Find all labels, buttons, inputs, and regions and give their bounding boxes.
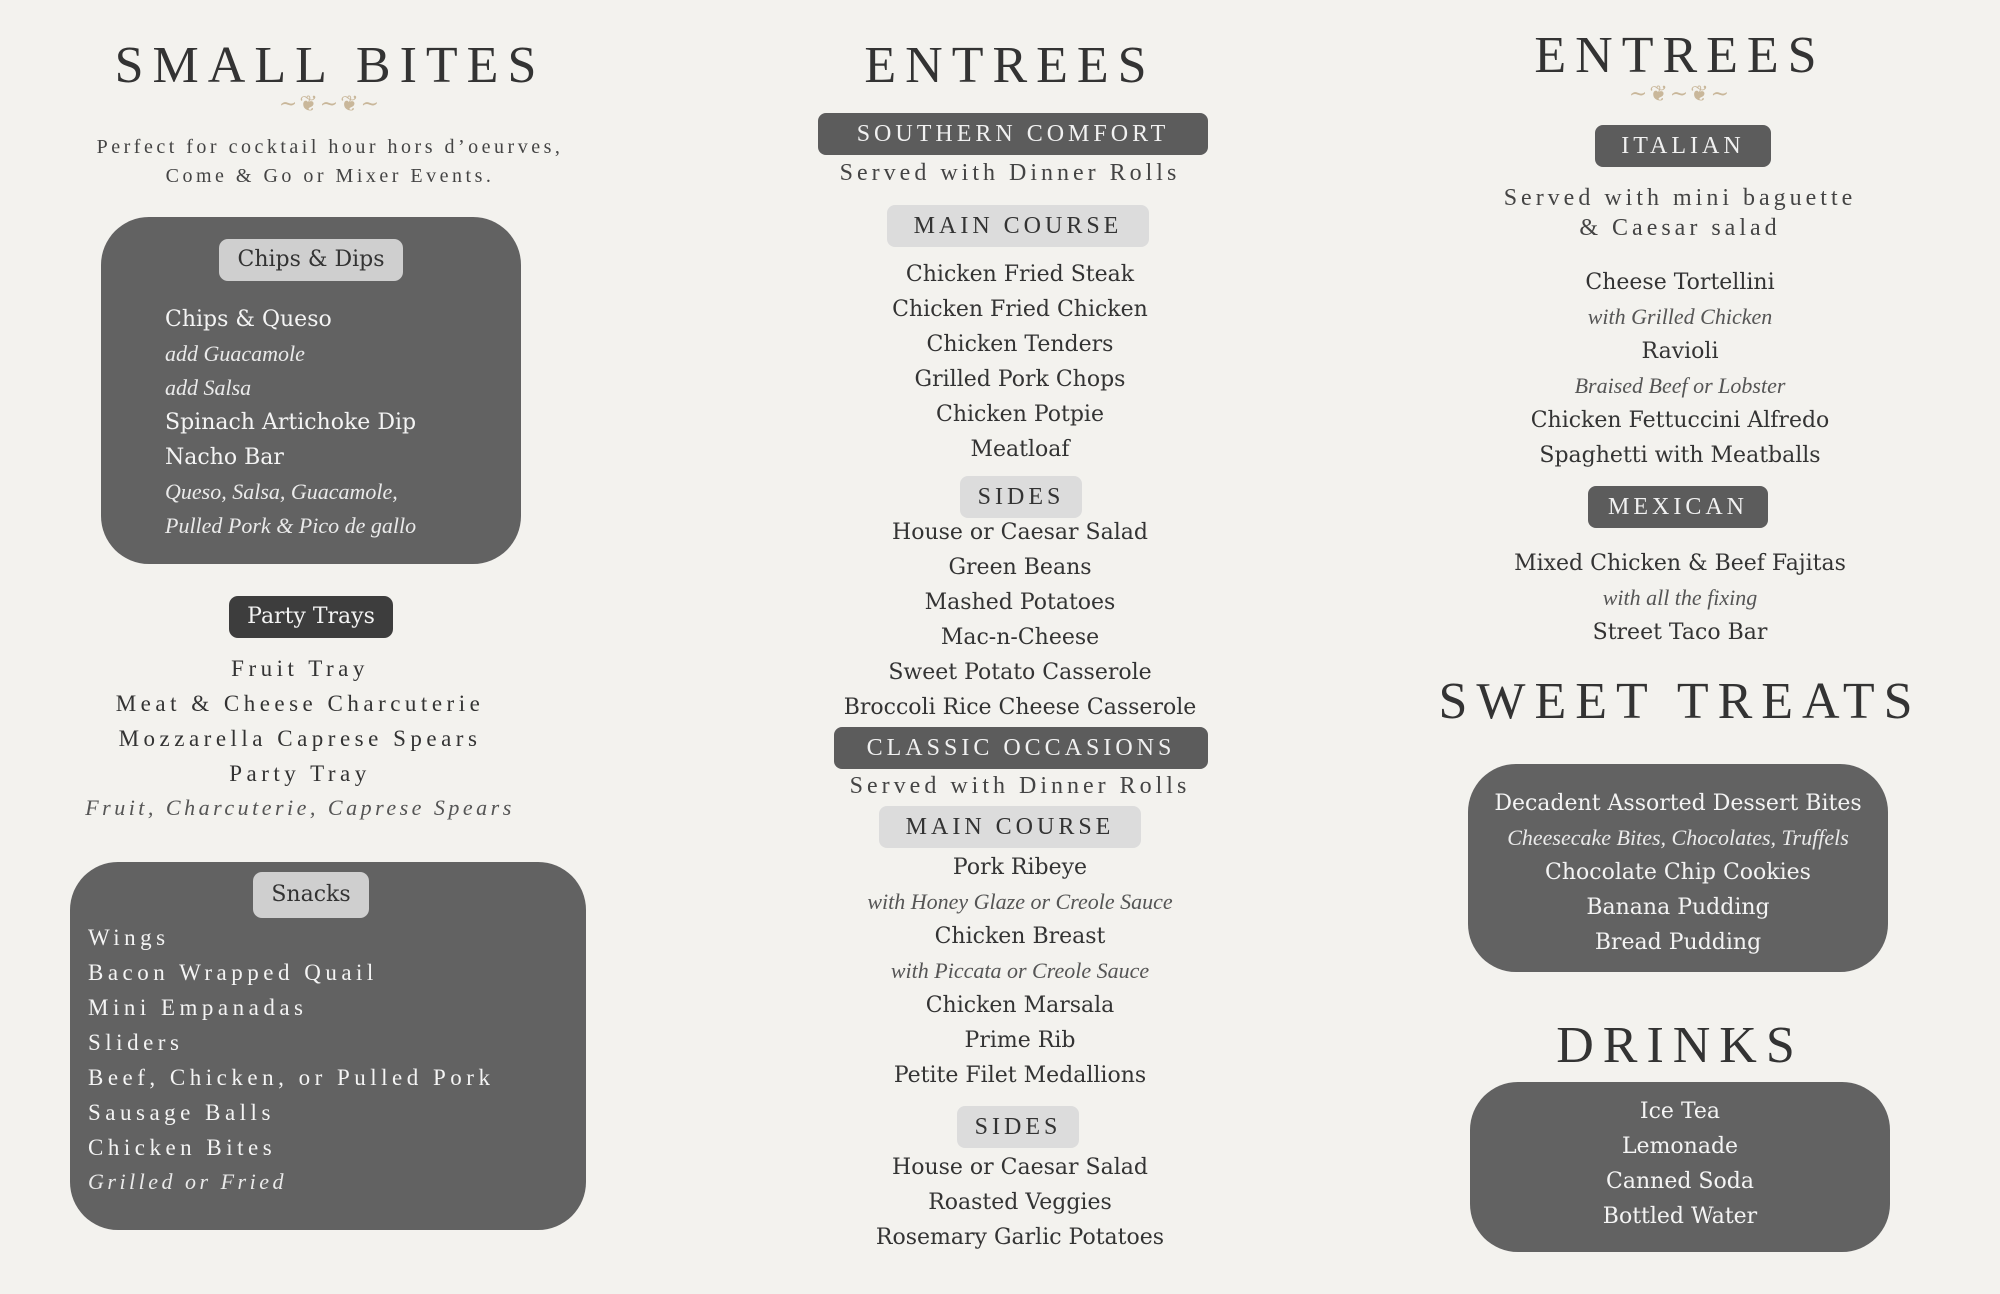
- entrees-right-title: ENTREES: [1534, 27, 1826, 84]
- menu-item: Bacon Wrapped Quail: [88, 960, 378, 985]
- menu-item: Spaghetti with Meatballs: [1539, 443, 1821, 468]
- menu-item: Canned Soda: [1606, 1169, 1754, 1194]
- menu-item: Petite Filet Medallions: [893, 1063, 1147, 1088]
- menu-item: Wings: [88, 925, 170, 950]
- classic-served: Served with Dinner Rolls: [849, 773, 1191, 799]
- menu-item-note: Fruit, Charcuterie, Caprese Spears: [85, 795, 515, 820]
- mexican-list: [1430, 546, 1930, 650]
- menu-item: Rosemary Garlic Potatoes: [875, 1225, 1165, 1250]
- menu-item: Meat & Cheese Charcuterie: [115, 691, 485, 716]
- southern-sides-label: SIDES: [960, 476, 1082, 518]
- menu-item: Lemonade: [1621, 1134, 1739, 1159]
- snacks-list: [88, 920, 494, 1199]
- flourish-ornament: ~❦~❦~: [278, 92, 382, 117]
- menu-item: Nacho Bar: [165, 445, 284, 470]
- menu-item-note: Grilled or Fried: [88, 1169, 287, 1194]
- chips-dips-box: [101, 217, 521, 564]
- menu-item: Chicken Marsala: [925, 993, 1115, 1018]
- southern-served: Served with Dinner Rolls: [839, 160, 1181, 186]
- menu-item: Mac-n-Cheese: [940, 625, 1100, 650]
- italian-list: [1430, 265, 1930, 473]
- menu-item: Chicken Tenders: [926, 332, 1114, 357]
- menu-item: Sweet Potato Casserole: [888, 660, 1152, 685]
- menu-item: Chocolate Chip Cookies: [1545, 860, 1811, 885]
- small-bites-title: SMALL BITES: [114, 37, 546, 94]
- menu-item: Ice Tea: [1639, 1099, 1721, 1124]
- menu-item: Mixed Chicken & Beef Fajitas: [1514, 551, 1846, 576]
- menu-item: Spinach Artichoke Dip: [165, 410, 417, 435]
- subtitle-line: Perfect for cocktail hour hors d’oeurves,: [96, 136, 564, 158]
- menu-item: Prime Rib: [964, 1028, 1076, 1053]
- menu-item: Banana Pudding: [1586, 895, 1770, 920]
- menu-item: Fruit Tray: [231, 656, 369, 681]
- classic-main-list: [770, 850, 1270, 1093]
- menu-item-note: with Grilled Chicken: [1587, 304, 1773, 329]
- menu-item-note: add Salsa: [165, 375, 252, 400]
- classic-main-course-label: MAIN COURSE: [879, 806, 1141, 848]
- menu-item: Bread Pudding: [1594, 930, 1762, 955]
- menu-item: Chicken Fettuccini Alfredo: [1530, 408, 1830, 433]
- snacks-label: Snacks: [253, 872, 369, 918]
- party-trays-list: [20, 651, 580, 825]
- menu-item: House or Caesar Salad: [892, 1155, 1148, 1180]
- menu-item: Beef, Chicken, or Pulled Pork: [88, 1065, 495, 1090]
- sweet-treats-title: SWEET TREATS: [1438, 673, 1922, 730]
- menu-item: Mashed Potatoes: [924, 590, 1116, 615]
- menu-item: Chicken Fried Steak: [905, 262, 1135, 287]
- snacks-box: [70, 862, 586, 1230]
- menu-item-note: Pulled Pork & Pico de gallo: [165, 513, 417, 538]
- menu-item: Chicken Potpie: [935, 402, 1104, 427]
- drinks-box: [1470, 1082, 1890, 1252]
- small-bites-subtitle: [40, 133, 620, 191]
- party-trays-label: Party Trays: [229, 596, 393, 638]
- southern-comfort-label: SOUTHERN COMFORT: [818, 113, 1208, 155]
- menu-item: Chips & Queso: [165, 307, 332, 332]
- menu-item: Green Beans: [948, 555, 1092, 580]
- menu-item: Chicken Bites: [88, 1135, 277, 1160]
- chips-dips-label: Chips & Dips: [219, 239, 403, 281]
- menu-item: Cheese Tortellini: [1585, 270, 1775, 295]
- southern-main-course-label: MAIN COURSE: [887, 205, 1149, 247]
- served-line: & Caesar salad: [1579, 215, 1781, 241]
- menu-item: Pork Ribeye: [952, 855, 1088, 880]
- menu-item-note: with Honey Glaze or Creole Sauce: [867, 889, 1173, 914]
- classic-occasions-label: CLASSIC OCCASIONS: [834, 727, 1208, 769]
- menu-item: Mini Empanadas: [88, 995, 308, 1020]
- menu-item: Roasted Veggies: [928, 1190, 1112, 1215]
- menu-item-note: with all the fixing: [1602, 585, 1758, 610]
- menu-item-note: Queso, Salsa, Guacamole,: [165, 479, 398, 504]
- classic-sides-label: SIDES: [957, 1106, 1079, 1148]
- menu-item: Mozzarella Caprese Spears: [118, 726, 482, 751]
- flourish-ornament: ~❦~❦~: [1628, 82, 1732, 107]
- menu-item: Street Taco Bar: [1592, 620, 1768, 645]
- sweet-treats-box: [1468, 764, 1888, 972]
- menu-item: Grilled Pork Chops: [914, 367, 1126, 392]
- mexican-label: MEXICAN: [1588, 486, 1768, 528]
- menu-item: Broccoli Rice Cheese Casserole: [843, 695, 1197, 720]
- menu-item-note: Cheesecake Bites, Chocolates, Truffels: [1507, 825, 1849, 850]
- menu-item: Ravioli: [1641, 339, 1719, 364]
- menu-item-note: Braised Beef or Lobster: [1574, 373, 1786, 398]
- menu-item: House or Caesar Salad: [892, 520, 1148, 545]
- southern-main-list: [770, 257, 1270, 467]
- italian-served: [1430, 183, 1930, 243]
- menu-item: Meatloaf: [970, 437, 1070, 462]
- classic-sides-list: [770, 1150, 1270, 1255]
- entrees-title: ENTREES: [864, 37, 1156, 94]
- southern-sides-list: [770, 515, 1270, 725]
- sweet-treats-list: [1468, 786, 1888, 960]
- menu-item: Sliders: [88, 1030, 184, 1055]
- menu-item: Chicken Breast: [934, 924, 1106, 949]
- menu-item-note: add Guacamole: [165, 341, 305, 366]
- menu-item: Party Tray: [229, 761, 371, 786]
- italian-label: ITALIAN: [1595, 125, 1771, 167]
- menu-item: Decadent Assorted Dessert Bites: [1494, 791, 1862, 816]
- chips-dips-list: [165, 302, 416, 543]
- menu-item: Sausage Balls: [88, 1100, 275, 1125]
- menu-item: Chicken Fried Chicken: [892, 297, 1148, 322]
- drinks-title: DRINKS: [1556, 1017, 1804, 1074]
- drinks-list: [1470, 1094, 1890, 1234]
- menu-item-note: with Piccata or Creole Sauce: [890, 958, 1150, 983]
- subtitle-line: Come & Go or Mixer Events.: [165, 165, 495, 187]
- served-line: Served with mini baguette: [1503, 185, 1857, 211]
- menu-item: Bottled Water: [1602, 1204, 1758, 1229]
